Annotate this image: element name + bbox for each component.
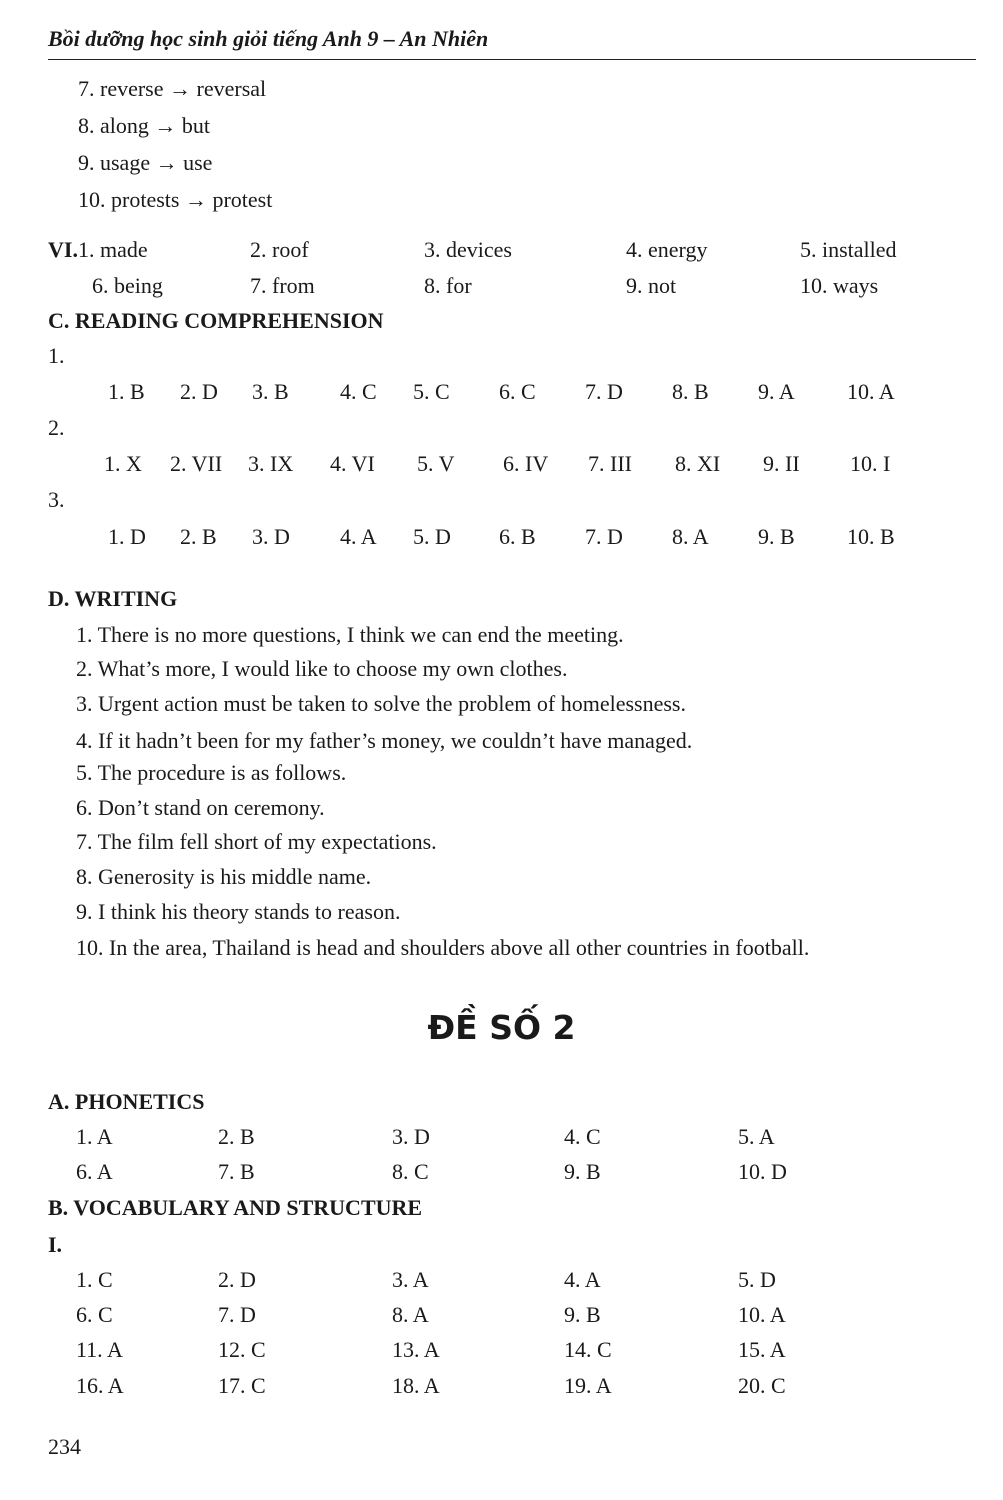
writing-item: 2. What’s more, I would like to choose my own clothes. [76,656,568,681]
answer-item: 3. D [252,524,290,549]
answer-item: 19. A [564,1373,612,1398]
answer-item: 1. B [108,379,145,404]
group-number: 2. [48,415,65,440]
answer-item: 4. A [340,524,377,549]
correction-item: 8. along → but [78,113,210,138]
writing-item: 8. Generosity is his middle name. [76,864,372,889]
page-number: 234 [48,1434,81,1459]
section-heading: C. READING COMPREHENSION [48,308,384,333]
answer-item: 18. A [392,1373,440,1398]
answer-item: 16. A [76,1373,124,1398]
answer-item: 5. C [413,379,450,404]
answer-item: 13. A [392,1337,440,1362]
answer-item: 7. from [250,273,315,298]
answer-item: 5. installed [800,237,897,262]
answer-item: 4. A [564,1267,601,1292]
writing-item: 7. The film fell short of my expectations. [76,829,437,854]
answer-item: 4. energy [626,237,708,262]
answer-item: 2. B [218,1124,255,1149]
answer-item: 1. D [108,524,146,549]
writing-item: 10. In the area, Thailand is head and shoulders above all other countries in football. [76,935,810,960]
answer-item: 14. C [564,1337,612,1362]
answer-item: 5. A [738,1124,775,1149]
answer-item: 9. not [626,273,677,298]
answer-item: 5. D [413,524,451,549]
answer-item: 17. C [218,1373,266,1398]
answer-item: 15. A [738,1337,786,1362]
writing-item: 9. I think his theory stands to reason. [76,899,401,924]
answer-item: 6. C [499,379,536,404]
answer-item: 20. C [738,1373,786,1398]
answer-item: 2. B [180,524,217,549]
answer-item: 9. B [564,1159,601,1184]
answer-item: 2. D [218,1267,256,1292]
answer-item: 10. D [738,1159,787,1184]
answer-item: 9. A [758,379,795,404]
answer-item: 4. VI [330,451,375,476]
answer-item: 6. C [76,1302,113,1327]
answer-item: 4. C [340,379,377,404]
answer-item: 6. being [92,273,163,298]
answer-item: 2. VII [170,451,223,476]
correction-item: 10. protests → protest [78,187,273,212]
group-number: 3. [48,487,65,512]
answer-item: 2. D [180,379,218,404]
running-header: Bồi dưỡng học sinh giỏi tiếng Anh 9 – An Nhiên [48,26,489,51]
subsection-label: I. [48,1232,63,1257]
answer-item: 3. D [392,1124,430,1149]
answer-item: 7. B [218,1159,255,1184]
section-heading: B. VOCABULARY AND STRUCTURE [48,1195,423,1220]
answer-item: 5. D [738,1267,776,1292]
answer-item: 8. XI [675,451,721,476]
answer-item: 3. devices [424,237,512,262]
answer-item: 1. made [78,237,148,262]
answer-item: 1. C [76,1267,113,1292]
writing-item: 4. If it hadn’t been for my father’s money, we couldn’t have managed. [76,728,693,753]
answer-item: 10. B [847,524,895,549]
answer-item: 5. V [417,451,455,476]
answer-item: 8. A [672,524,709,549]
answer-item: 6. IV [503,451,549,476]
answer-item: 10. ways [800,273,879,298]
answer-item: 1. X [104,451,142,476]
writing-item: 1. There is no more questions, I think we can end the meeting. [76,622,624,647]
section-label: VI. [48,237,78,262]
answer-item: 2. roof [250,237,309,262]
answer-item: 7. D [585,379,623,404]
writing-item: 6. Don’t stand on ceremony. [76,795,325,820]
answer-item: 9. B [758,524,795,549]
answer-item: 8. B [672,379,709,404]
answer-item: 3. A [392,1267,429,1292]
answer-item: 8. C [392,1159,429,1184]
answer-item: 3. IX [248,451,294,476]
answer-item: 7. D [585,524,623,549]
answer-item: 8. for [424,273,472,298]
answer-item: 3. B [252,379,289,404]
section-heading: D. WRITING [48,586,178,611]
section-heading: A. PHONETICS [48,1089,205,1114]
answer-item: 6. A [76,1159,113,1184]
answer-item: 8. A [392,1302,429,1327]
correction-item: 7. reverse → reversal [78,76,267,101]
test-title: ĐỀ SỐ 2 [427,1008,576,1047]
writing-item: 5. The procedure is as follows. [76,760,347,785]
answer-item: 7. III [588,451,632,476]
header-rule [48,59,976,60]
answer-item: 9. B [564,1302,601,1327]
writing-item: 3. Urgent action must be taken to solve the problem of homelessness. [76,691,686,716]
answer-item: 4. C [564,1124,601,1149]
correction-item: 9. usage → use [78,150,213,175]
answer-item: 6. B [499,524,536,549]
answer-item: 1. A [76,1124,113,1149]
answer-item: 9. II [763,451,800,476]
answer-item: 10. I [850,451,891,476]
answer-item: 10. A [847,379,895,404]
group-number: 1. [48,343,65,368]
answer-item: 10. A [738,1302,786,1327]
answer-item: 7. D [218,1302,256,1327]
answer-item: 12. C [218,1337,266,1362]
answer-item: 11. A [76,1337,123,1362]
